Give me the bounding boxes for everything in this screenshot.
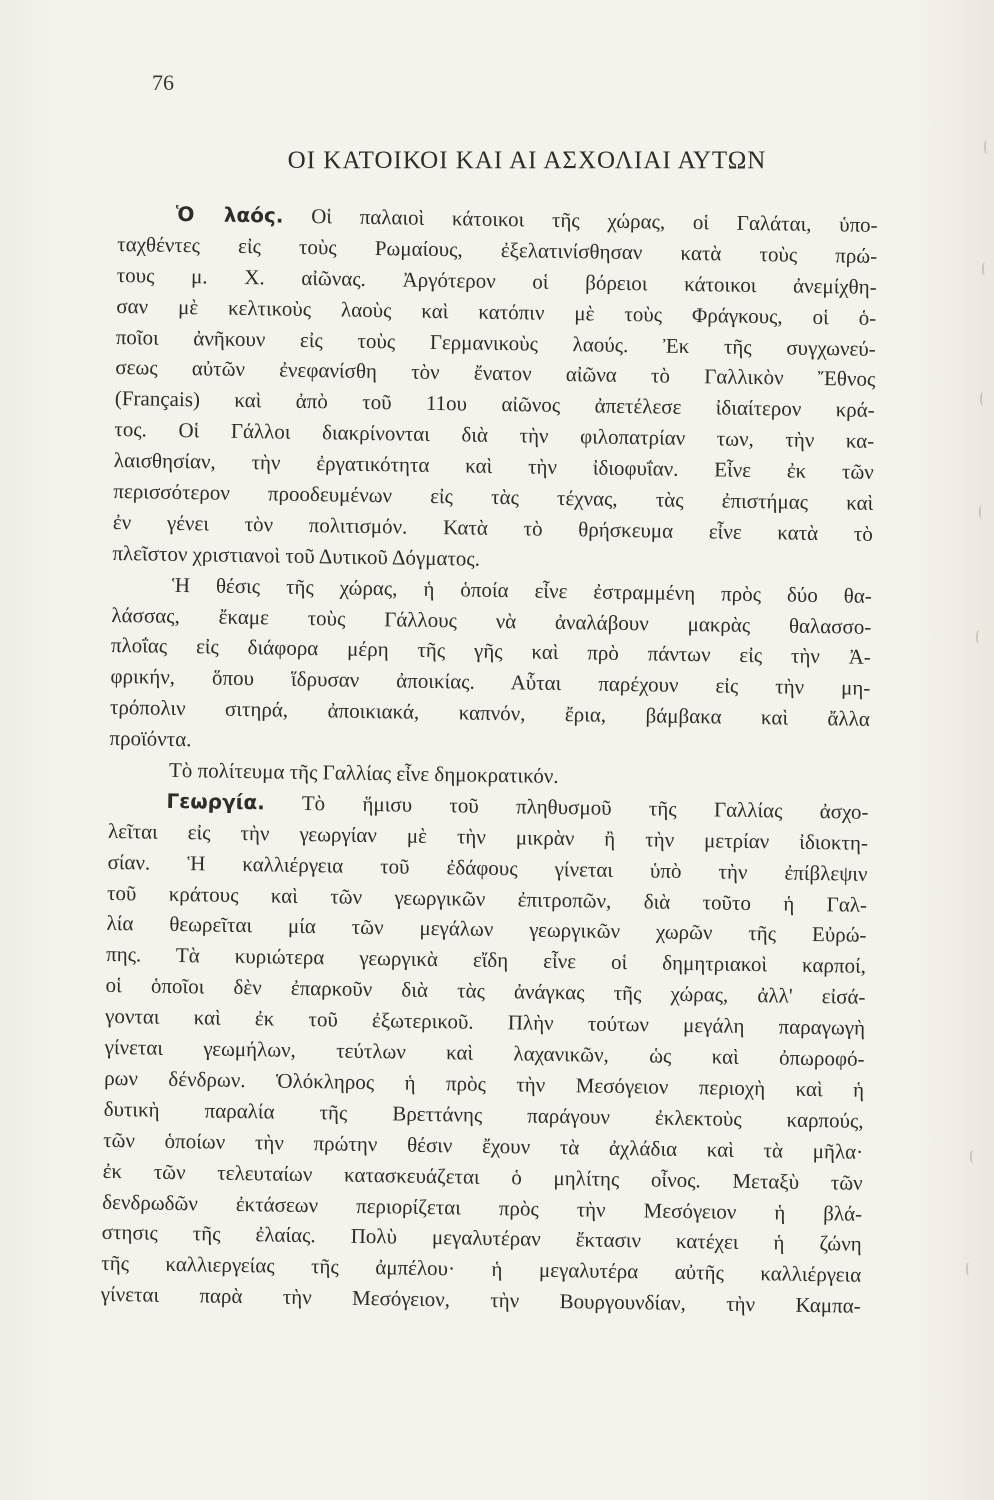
line-text: λεῖται εἰς τὴν γεωργίαν μὲ τὴν μικρὰν ἢ τὴν μετρίαν ἰδιοκτη- (107, 818, 869, 855)
margin-scan-mark (976, 630, 984, 644)
line-text: πλοΐας εἰς διάφορα μέρη τῆς γῆς καὶ πρὸ πάντων εἰς τὴν Ἀ- (110, 633, 872, 670)
line-text: τρόπολιν σιτηρά, ἀποικιακά, καπνόν, ἔρια, βάμβακα καὶ ἄλλα (109, 695, 871, 732)
line-text: ρων δένδρων. Ὁλόκληρος ἡ πρὸς τὴν Μεσόγειον περιοχὴ καὶ ἡ (103, 1065, 865, 1102)
line-text: γίνεται παρὰ τὴν Μεσόγειον, τὴν Βουργουνδίαν, τὴν Καμπα- (100, 1282, 861, 1318)
line-text: ποῖοι ἀνῆκουν εἰς τοὺς Γερμανικοὺς λαούς. Ἐκ τῆς συγχωνεύ- (115, 324, 876, 361)
margin-scan-mark (979, 505, 987, 519)
line-text: τοῦ κράτους καὶ τῶν γεωργικῶν ἐπιτροπῶν, διὰ τοῦτο ἡ Γαλ- (106, 880, 868, 917)
line-text: πης. Τὰ κυριώτερα γεωργικὰ εἴδη εἶνε οἱ δημητριακοὶ καρποί, (105, 942, 867, 979)
section-heading: Γεωργία. (166, 788, 266, 815)
line-text: δενδρωδῶν ἐκτάσεων περιορίζεται πρὸς τὴν Μεσόγειον ἡ βλά- (102, 1189, 863, 1226)
line-text: προϊόντα. (109, 726, 192, 752)
line-text: τος. Οἱ Γάλλοι διακρίνονται διὰ τὴν φιλοπατρίαν των, τὴν κα- (114, 417, 875, 454)
chapter-title: ΟΙ ΚΑΤΟΙΚΟΙ ΚΑΙ ΑΙ ΑΣΧΟΛΙΑΙ ΑΥΤΩΝ (287, 147, 767, 174)
line-text: (Français) καὶ ἀπὸ τοῦ 11ου αἰῶνος ἀπετέλεσε ἰδιαίτερον κρά- (114, 386, 875, 423)
body-text (101, 198, 878, 1322)
line-text: Τὸ πολίτευμα τῆς Γαλλίας εἶνε δημοκρατικόν. (168, 757, 559, 789)
line-text: σίαν. Ἡ καλλιέργεια τοῦ ἐδάφους γίνεται ὑπὸ τὴν ἐπίβλεψιν (107, 849, 868, 886)
line-text: φρικήν, ὅπου ἵδρυσαν ἀποικίας. Αὗται παρέχουν εἰς τὴν μη- (110, 664, 871, 701)
line-text: Οἱ παλαιοὶ κάτοικοι τῆς χώρας, οἱ Γαλάται, ὑπο- (283, 203, 878, 237)
margin-scan-mark (966, 1262, 974, 1276)
line-text: δυτικὴ παραλία τῆς Βρεττάνης παράγουν ἐκλεκτοὺς καρπούς, (103, 1096, 864, 1133)
margin-scan-mark (980, 392, 988, 406)
line-text: λαισθησίαν, τὴν ἐργατικότητα καὶ τὴν ἰδιοφυΐαν. Εἶνε ἐκ τῶν (113, 448, 874, 485)
line-text: στησις τῆς ἐλαίας. Πολὺ μεγαλυτέραν ἔκτασιν κατέχει ἡ ζώνη (101, 1220, 862, 1257)
margin-scan-mark (982, 262, 990, 276)
line-text: λία θεωρεῖται μία τῶν μεγάλων γεωργικῶν χωρῶν τῆς Εὐρώ- (106, 911, 867, 948)
line-text: γίνεται γεωμήλων, τεύτλων καὶ λαχανικῶν, ὡς καὶ ὀπωροφό- (104, 1034, 865, 1071)
line-text: λάσσας, ἔκαμε τοὺς Γάλλους νὰ ἀναλάβουν μακρὰς θαλασσο- (111, 602, 872, 639)
line-text: τῶν ὁποίων τὴν πρώτην θέσιν ἔχουν τὰ ἀχλάδια καὶ τὰ μῆλα· (103, 1127, 864, 1164)
line-text: ταχθέντες εἰς τοὺς Ρωμαίους, ἐξελατινίσθησαν κατὰ τοὺς πρώ- (117, 231, 878, 268)
margin-scan-mark (970, 1150, 978, 1164)
line-text: πλεῖστον χριστιανοὶ τοῦ Δυτικοῦ Δόγματος. (112, 540, 481, 571)
line-text: γονται καὶ ἐκ τοῦ ἐξωτερικοῦ. Πλὴν τούτων μεγάλη παραγωγὴ (104, 1004, 866, 1040)
line-text: τῆς καλλιεργείας τῆς ἀμπέλου· ἡ μεγαλυτέρα αὐτῆς καλλιέργεια (101, 1251, 862, 1288)
line-text: ἐκ τῶν τελευταίων κατασκευάζεται ὁ μηλίτης οἶνος. Μεταξὺ τῶν (102, 1158, 863, 1195)
line-text: σαν μὲ κελτικοὺς λαοὺς καὶ κατόπιν μὲ τοὺς Φράγκους, οἱ ὁ- (116, 293, 877, 330)
line-text: οἱ ὁποῖοι δὲν ἐπαρκοῦν διὰ τὰς ἀνάγκας τῆς χώρας, ἀλλ' εἰσά- (105, 973, 866, 1010)
page-number: 76 (152, 70, 174, 95)
line-text: Ἡ θέσις τῆς χώρας, ἡ ὁποία εἶνε ἐστραμμένη πρὸς δύο θα- (171, 572, 873, 608)
line-text: περισσότερον προοδευμένων εἰς τὰς τέχνας, τὰς ἐπιστήμας καὶ (113, 478, 874, 515)
line-text: Τὸ ἥμισυ τοῦ πληθυσμοῦ τῆς Γαλλίας ἀσχο- (264, 790, 869, 824)
line-text: σεως αὐτῶν ἐνεφανίσθη τὸν ἔνατον αἰῶνα τὸ Γαλλικὸν Ἔθνος (115, 355, 876, 392)
section-heading: Ὁ λαός. (175, 201, 284, 228)
line-text: τους μ. Χ. αἰῶνας. Ἀργότερον οἱ βόρειοι κάτοικοι ἀνεμίχθη- (116, 262, 877, 299)
margin-scan-mark (984, 140, 992, 154)
line-text: ἐν γένει τὸν πολιτισμόν. Κατὰ τὸ θρήσκευμα εἶνε κατὰ τὸ (112, 509, 874, 546)
